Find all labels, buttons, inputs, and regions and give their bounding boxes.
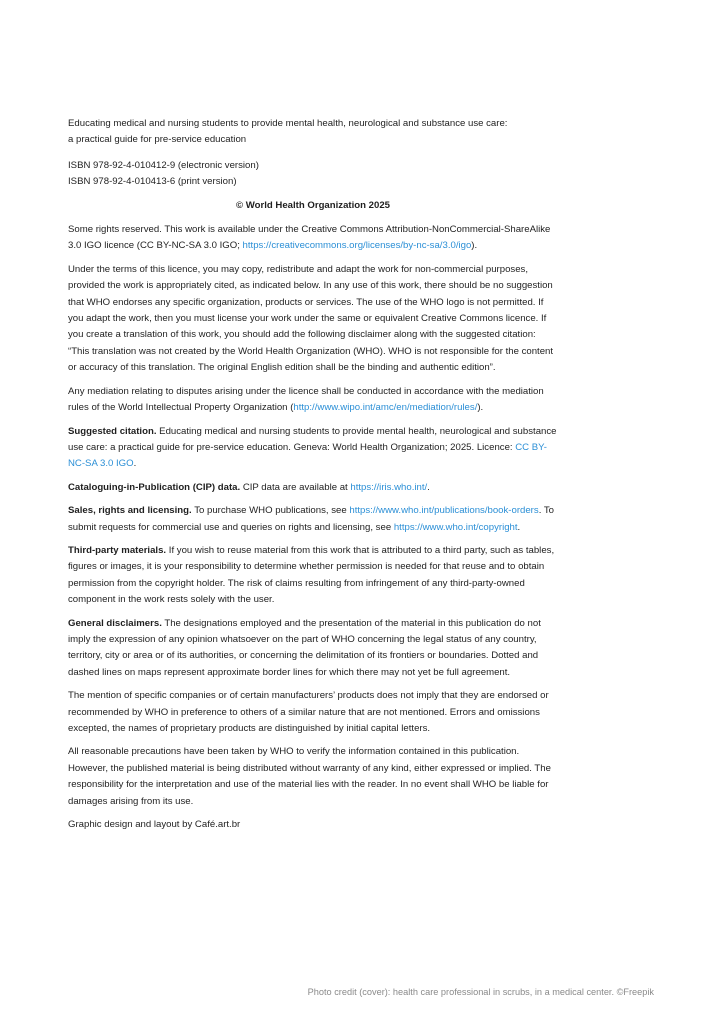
suggested-citation-paragraph: Suggested citation. Educating medical and nursing students to provide mental health, neurological and substance use care: a practical guide for pre-service education. Geneva: World Health Organization; 2025. Licence: CC BY-NC-SA 3.0 IGO. bbox=[68, 425, 557, 470]
photo-credit: Photo credit (cover): health care professional in scrubs, in a medical center. ©Freepik bbox=[307, 987, 654, 997]
precautions-paragraph: All reasonable precautions have been taken by WHO to verify the information contained in this publication. However, the published material is being distributed without warranty of any kind, either expressed or implied. The responsibility for the interpretation and use of the material lies with the reader. In no event shall WHO be liable for damages arising from its use. bbox=[68, 746, 551, 807]
wipo-mediation-link[interactable]: http://www.wipo.int/amc/en/mediation/rules/ bbox=[293, 402, 478, 414]
mention-paragraph: The mention of specific companies or of certain manufacturers’ products does not imply that they are endorsed or recommended by WHO in preference to others of a similar nature that are not mentioned. Errors and omissions excepted, the names of proprietary products are distinguished by initial capital letters. bbox=[68, 690, 549, 734]
licence-terms-paragraph: Under the terms of this licence, you may copy, redistribute and adapt the work for non-commercial purposes, provided the work is appropriately cited, as indicated below. In any use of this work, there should be no suggestion that WHO endorses any specific organization, products or services. The use of the WHO logo is not permitted. If you adapt the work, then you must license your work under the same or equivalent Creative Commons licence. If you create a translation of this work, you should add the following disclaimer along with the suggested citation: “This translation was not created by the World Health Organization (WHO). WHO is not responsible for the content or accuracy of this translation. The original English edition shall be the binding and authentic edition”. bbox=[68, 263, 554, 374]
cip-paragraph: Cataloguing-in-Publication (CIP) data. CIP data are available at https://iris.who.int/. bbox=[68, 481, 430, 493]
rights-paragraph: Some rights reserved. This work is available under the Creative Commons Attribution-NonCommercial-ShareAlike 3.0 IGO licence (CC BY-NC-SA 3.0 IGO; https://creativecommons.org/licenses/by-nc-sa/3.0/igo). bbox=[68, 224, 551, 252]
book-orders-link[interactable]: https://www.who.int/publications/book-orders bbox=[349, 505, 539, 517]
design-credit: Graphic design and layout by Café.art.br bbox=[68, 819, 241, 831]
copyright-link[interactable]: https://www.who.int/copyright bbox=[393, 521, 518, 533]
copyright-page bbox=[68, 116, 558, 840]
sales-paragraph: Sales, rights and licensing. To purchase WHO publications, see https://www.who.int/publications/book-orders. To submit requests for commercial use and queries on rights and licensing, see https://www.who.int/copyright. bbox=[68, 505, 554, 533]
general-disclaimers-paragraph: General disclaimers. The designations employed and the presentation of the material in this publication do not imply the expression of any opinion whatsoever on the part of WHO concerning the legal status of any country, territory, city or area or of its authorities, or concerning the delimitation of its frontiers or boundaries. Dotted and dashed lines on maps represent approximate border lines for which there may not yet be full agreement. bbox=[68, 617, 541, 678]
general-disclaimers-label: General disclaimers. bbox=[68, 617, 162, 629]
third-party-paragraph: Third-party materials. If you wish to reuse material from this work that is attributed to a third party, such as tables, figures or images, it is your responsibility to determine whether permission is needed for that reuse and to obtain permission from the copyright holder. The risk of claims resulting from infringement of any third-party-owned component in the work rests solely with the user. bbox=[68, 544, 555, 606]
isbn-print: ISBN 978-92-4-010413-6 (print version) bbox=[68, 176, 237, 188]
third-party-label: Third-party materials. bbox=[68, 544, 167, 556]
iris-link[interactable]: https://iris.who.int/ bbox=[350, 481, 428, 493]
isbn-block bbox=[68, 158, 558, 191]
citation-label: Suggested citation. bbox=[68, 425, 157, 437]
isbn-electronic: ISBN 978-92-4-010412-9 (electronic version) bbox=[68, 159, 259, 171]
sales-label: Sales, rights and licensing. bbox=[68, 505, 192, 517]
cip-label: Cataloguing-in-Publication (CIP) data. bbox=[68, 481, 241, 493]
publication-title: Educating medical and nursing students to provide mental health, neurological and substance use care: a practical guide for pre-service education bbox=[68, 118, 508, 146]
licence-link[interactable]: CC BY-NC-SA 3.0 IGO bbox=[68, 441, 547, 470]
creative-commons-link[interactable]: https://creativecommons.org/licenses/by-nc-sa/3.0/igo bbox=[242, 240, 472, 252]
mediation-paragraph: Any mediation relating to disputes arising under the licence shall be conducted in accordance with the mediation rules of the World Intellectual Property Organization (http://www.wipo.int/amc/en/mediation/rules/). bbox=[68, 385, 544, 414]
copyright-notice: © World Health Organization 2025 bbox=[235, 199, 391, 211]
